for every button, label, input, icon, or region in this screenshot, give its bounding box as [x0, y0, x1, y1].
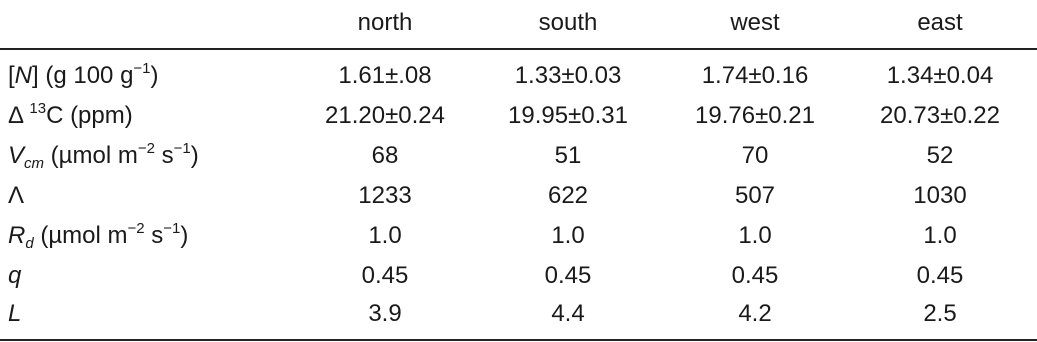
- table-cell: 622: [547, 182, 589, 209]
- table-cell: 21.20±0.24: [325, 102, 445, 129]
- table-cell: 0.45: [361, 262, 409, 289]
- table-cell: 70: [741, 142, 769, 169]
- table-cell: 1.34±0.04: [886, 62, 994, 89]
- table-cell: 19.76±0.21: [695, 102, 815, 129]
- row-label-lambda: Λ: [8, 182, 25, 209]
- table-cell: 1.61±.08: [338, 62, 432, 89]
- table-cell: 51: [554, 142, 582, 169]
- table-cell: 1.0: [551, 222, 585, 249]
- row-label-rd: $R_d$ (µmol $m^{-2}$ $s^{-1}$): [8, 220, 189, 252]
- column-header-south: south: [538, 9, 598, 36]
- column-header-north: north: [357, 9, 413, 36]
- table-cell: 1.0: [923, 222, 957, 249]
- column-header-east: east: [917, 9, 963, 36]
- table-cell: 0.45: [731, 262, 779, 289]
- row-label-delta13c: Δ $^{13}$C (ppm): [8, 100, 133, 129]
- bottom-rule: [0, 339, 1037, 341]
- table-cell: 68: [371, 142, 399, 169]
- table-cell: 3.9: [368, 300, 402, 327]
- table-cell: 20.73±0.22: [880, 102, 1000, 129]
- row-label-vcm: $V_{cm}$ (µmol $m^{-2}$ $s^{-1}$): [8, 140, 199, 172]
- table-cell: 52: [926, 142, 954, 169]
- table-cell: 1.0: [738, 222, 772, 249]
- header-rule: [0, 48, 1037, 50]
- table-cell: 0.45: [916, 262, 964, 289]
- row-label-nitrogen: [N] (g 100 $g^{-1}$): [8, 60, 159, 89]
- table-cell: 1233: [358, 182, 412, 209]
- table-cell: 1030: [913, 182, 967, 209]
- table-cell: 507: [734, 182, 776, 209]
- table-cell: 2.5: [923, 300, 957, 327]
- table-cell: 4.2: [738, 300, 772, 327]
- table-cell: 1.74±0.16: [701, 62, 809, 89]
- table-cell: 1.0: [368, 222, 402, 249]
- table-cell: 19.95±0.31: [508, 102, 628, 129]
- table-cell: 0.45: [544, 262, 592, 289]
- column-header-west: west: [730, 9, 780, 36]
- table-cell: 4.4: [551, 300, 585, 327]
- table-cell: 1.33±0.03: [514, 62, 622, 89]
- row-label-q: q: [8, 262, 22, 289]
- row-label-l: L: [8, 300, 22, 327]
